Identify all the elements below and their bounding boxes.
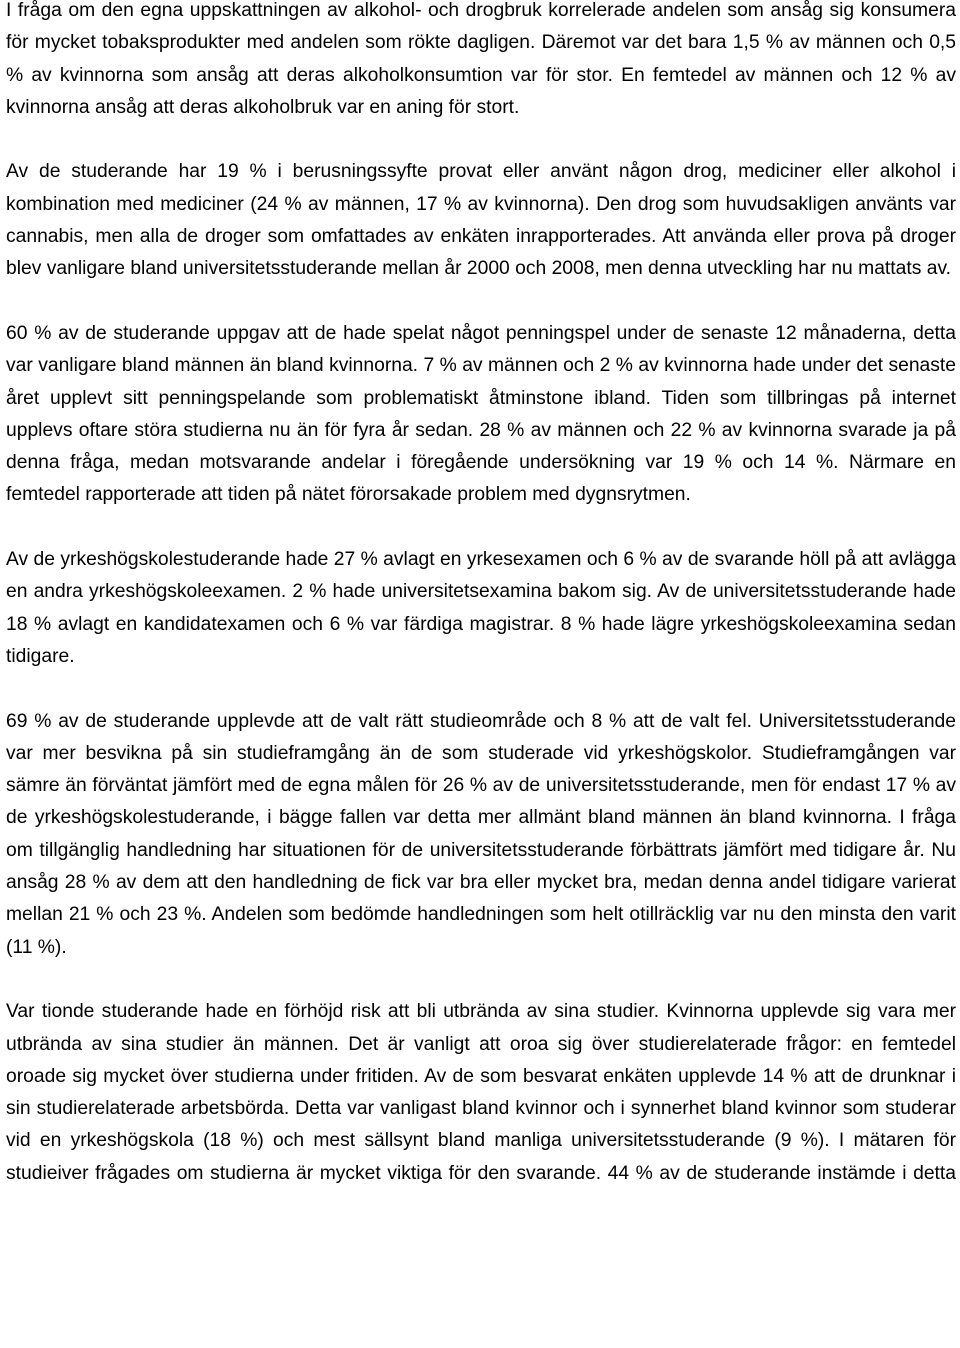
paragraph-study-success: 69 % av de studerande upplevde att de valt rätt studieområde och 8 % att de valt fel. Universitetsstuderande var mer besvikna på sin studieframgång än de som studerade vid yrkeshögskolor. Studieframgången var sämre än förväntat jämfört med de egna målen för 26 % av de universitetsstuderande, men för endast 17 % av de yrkeshögskolestuderande, i bägge fallen var detta mer allmänt bland männen än bland kvinnorna. I fråga om tillgänglig handledning har situationen för de universitetsstuderande förbättrats jämfört med tidigare år. Nu ansåg 28 % av dem att den handledning de fick var bra eller mycket bra, medan denna andel tidigare varierat mellan 21 % och 23 %. Andelen som bedömde handledningen som helt otillräcklig var nu den minsta den varit (11 %). [6, 710, 956, 958]
document-page [6, 0, 956, 1222]
paragraph-gambling-internet: 60 % av de studerande uppgav att de hade spelat något penningspel under de senaste 12 månaderna, detta var vanligare bland männen än bland kvinnorna. 7 % av männen och 2 % av kvinnorna hade under det senaste året upplevt sitt penningspelande som problematiskt åtminstone ibland. Tiden som tillbringas på internet upplevs oftare störa studierna nu än för fyra år sedan. 28 % av männen och 22 % av kvinnorna svarade ja på denna fråga, medan motsvarande andelar i föregående undersökning var 19 % och 14 %. Närmare en femtedel rapporterade att tiden på nätet förorsakade problem med dygnsrytmen. [6, 322, 956, 506]
paragraph-alcohol-self-assessment: I fråga om den egna uppskattningen av alkohol- och drogbruk korrelerade andelen som ansåg sig konsumera för mycket tobaksprodukter med andelen som rökte dagligen. Däremot var det bara 1,5 % av männen och 0,5 % av kvinnorna som ansåg att deras alkoholkonsumtion var för stor. En femtedel av männen och 12 % av kvinnorna ansåg att deras alkoholbruk var en aning för stort. [6, 0, 956, 118]
paragraph-burnout: Var tionde studerande hade en förhöjd risk att bli utbrända av sina studier. Kvinnorna upplevde sig vara mer utbrända av sina studier än männen. Det är vanligt att oroa sig över studierelaterade frågor: en femtedel oroade sig mycket över studierna under fritiden. Av de som besvarat enkäten upplevde 14 % att de drunknar i sin studierelaterade arbetsbörda. Detta var vanligast bland kvinnor och i synnerhet bland kvinnor som studerar vid en yrkeshögskola (18 %) och mest sällsynt bland manliga universitetsstuderande (9 %). I mätaren för studieiver frågades om studierna är mycket viktiga för den svarande. 44 % av de studerande instämde i detta [6, 1001, 956, 1184]
paragraph-drug-use: Av de studerande har 19 % i berusningssyfte provat eller använt någon drog, mediciner eller alkohol i kombination med mediciner (24 % av männen, 17 % av kvinnorna). Den drog som huvudsakligen använts var cannabis, men alla de droger som omfattades av enkäten inrapporterades. Att använda eller prova på droger blev vanligare bland universitetsstuderande mellan år 2000 och 2008, men denna utveckling har nu mattats av. [6, 161, 956, 280]
paragraph-degrees: Av de yrkeshögskolestuderande hade 27 % avlagt en yrkesexamen och 6 % av de svarande höll på att avlägga en andra yrkeshögskoleexamen. 2 % hade universitetsexamina bakom sig. Av de universitetsstuderande hade 18 % avlagt en kandidatexamen och 6 % var färdiga magistrar. 8 % hade lägre yrkeshögskoleexamina sedan tidigare. [6, 549, 956, 667]
